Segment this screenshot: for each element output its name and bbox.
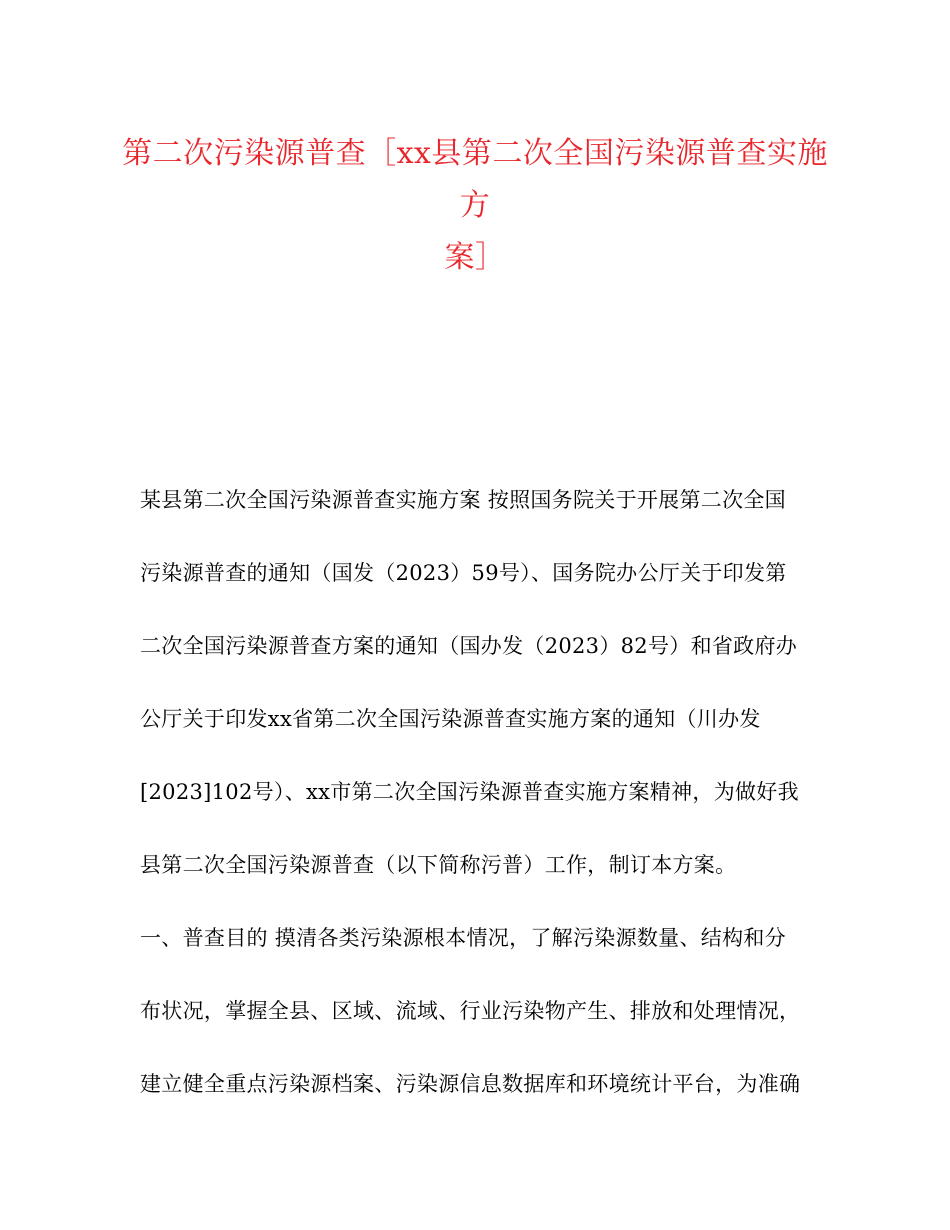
- body-line-9: 建立健全重点污染源档案、污染源信息数据库和环境统计平台，为准确: [140, 1072, 801, 1096]
- body-line-5: [2023]102号）、xx市第二次全国污染源普查实施方案精神，为做好我: [140, 780, 799, 804]
- body-line-1: 某县第二次全国污染源普查实施方案 按照国务院关于开展第二次全国: [140, 488, 786, 512]
- title-line-1: 第二次污染源普查［xx县第二次全国污染源普查实施方: [122, 136, 828, 223]
- body-line-8: 布状况，掌握全县、区域、流域、行业污染物产生、排放和处理情况，: [140, 999, 801, 1023]
- body-line-6: 县第二次全国污染源普查（以下简称污普）工作，制订本方案。: [140, 853, 737, 877]
- title-line-2: 案］: [444, 240, 506, 275]
- body-line-2: 污染源普查的通知（国发（2023）59号）、国务院办公厅关于印发第: [140, 561, 787, 585]
- document-title: [120, 128, 830, 284]
- body-line-3: 二次全国污染源普查方案的通知（国办发（2023）82号）和省政府办: [140, 634, 798, 658]
- body-line-4: 公厅关于印发xx省第二次全国污染源普查实施方案的通知（川办发: [140, 707, 761, 731]
- document-body: [140, 478, 830, 1135]
- body-line-7: 一、普查目的 摸清各类污染源根本情况，了解污染源数量、结构和分: [140, 926, 786, 950]
